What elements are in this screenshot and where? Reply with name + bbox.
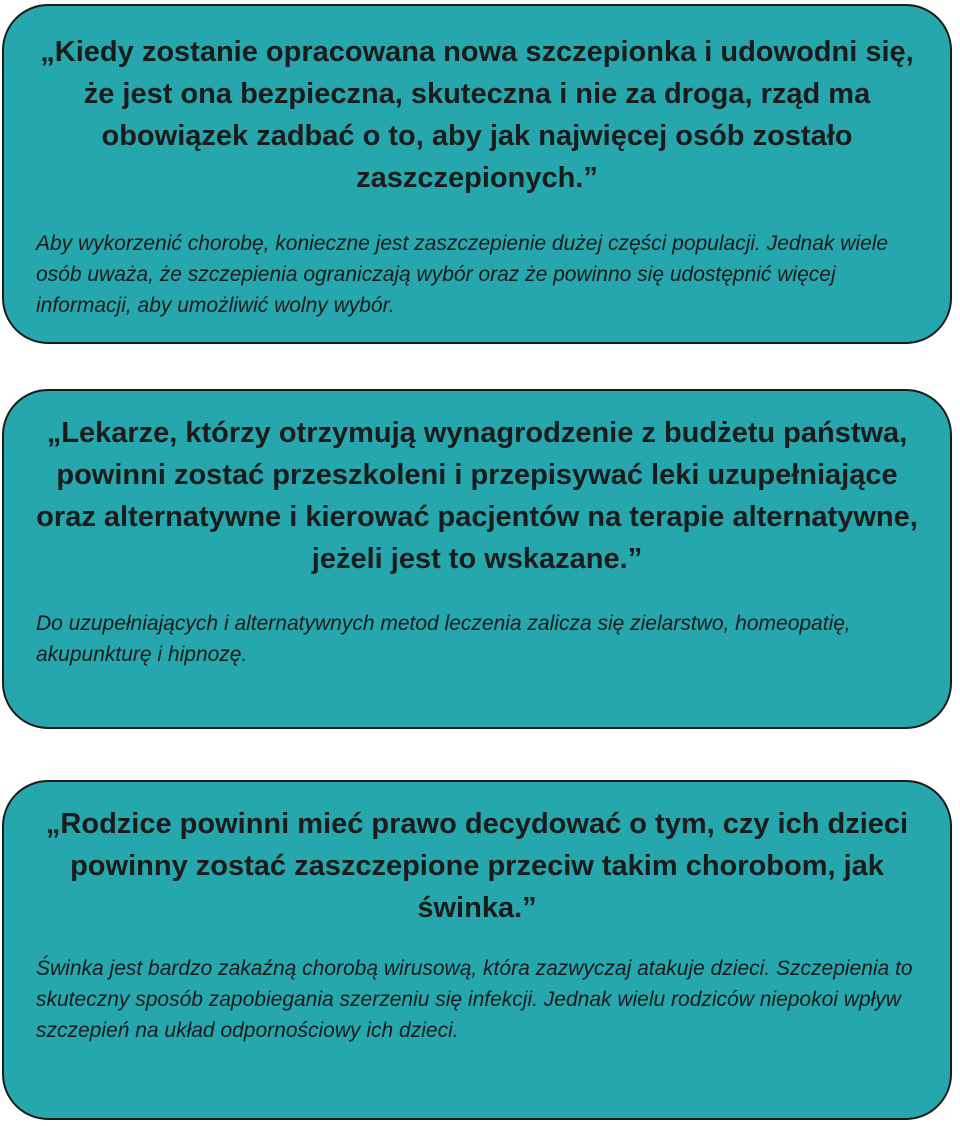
- statement-quote: „Kiedy zostanie opracowana nowa szczepionka i udowodni się, że jest ona bezpieczna, skuteczna i nie za droga, rząd ma obowiązek zadbać o to, aby jak najwięcej osób zostało zaszczepionych.”: [40, 36, 914, 194]
- statement-quote: „Lekarze, którzy otrzymują wynagrodzenie z budżetu państwa, powinni zostać przeszkoleni i przepisywać leki uzupełniające oraz alternatywne i kierować pacjentów na terapie alternatywne, jeżeli jest to wskazane.”: [36, 417, 918, 575]
- statement-note: Świnka jest bardzo zakaźną chorobą wirusową, która zazwyczaj atakuje dzieci. Szczepienia to skuteczny sposób zapobiegania szerzeniu się infekcji. Jednak wielu rodziców niepokoi wpływ szczepień na układ odpornościowy ich dzieci.: [36, 957, 913, 1042]
- statement-note: Do uzupełniających i alternatywnych metod leczenia zalicza się zielarstwo, homeopatię, akupunkturę i hipnozę.: [36, 612, 851, 666]
- statement-quote: „Rodzice powinni mieć prawo decydować o tym, czy ich dzieci powinny zostać zaszczepione przeciw takim chorobom, jak świnka.”: [45, 808, 909, 924]
- statement-card-mumps: [2, 780, 952, 1120]
- statement-card-vaccination: [2, 4, 952, 344]
- statement-note: Aby wykorzenić chorobę, konieczne jest zaszczepienie dużej części populacji. Jednak wiele osób uważa, że szczepienia ograniczają wybór oraz że powinno się udostępnić więcej informacji, aby umożliwić wolny wybór.: [36, 232, 889, 317]
- statement-card-alternative-medicine: [2, 389, 952, 729]
